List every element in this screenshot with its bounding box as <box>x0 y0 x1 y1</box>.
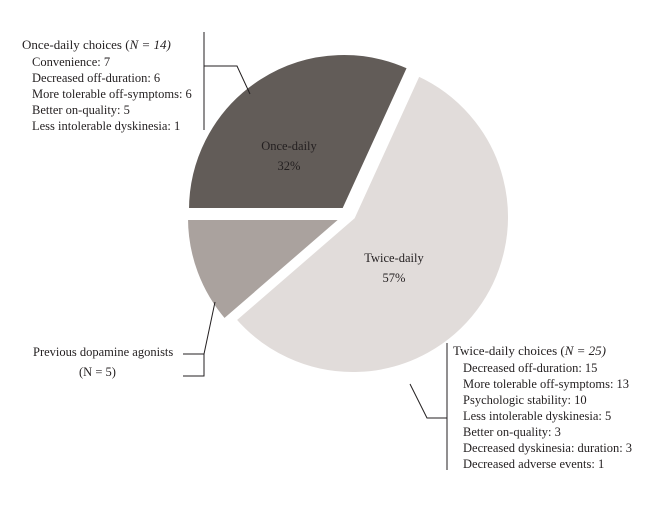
bracket-previous <box>183 354 204 376</box>
once-daily-reason: Less intolerable dyskinesia: 1 <box>32 119 181 133</box>
twice-daily-reason: Decreased dyskinesia: duration: 3 <box>463 441 633 455</box>
once-daily-reason: Decreased off-duration: 6 <box>32 71 161 85</box>
twice-daily-reason: Less intolerable dyskinesia: 5 <box>463 409 612 423</box>
once-daily-reason: Convenience: 7 <box>32 55 111 69</box>
previous-agonists-n: (N = 5) <box>79 365 116 379</box>
twice-daily-choices-title: Twice-daily choices (N = 25) <box>453 343 606 358</box>
once-daily-reason: Better on-quality: 5 <box>32 103 130 117</box>
leader-line-twice-daily <box>410 384 447 418</box>
twice-daily-reason: Decreased adverse events: 1 <box>463 457 605 471</box>
twice-daily-reason: Better on-quality: 3 <box>463 425 561 439</box>
once-daily-choices-title: Once-daily choices (N = 14) <box>22 37 171 52</box>
slice-percent-once-daily: 32% <box>277 159 301 173</box>
twice-daily-reason: Psychologic stability: 10 <box>463 393 587 407</box>
twice-daily-reason: Decreased off-duration: 15 <box>463 361 598 375</box>
slice-percent-twice-daily: 57% <box>382 271 406 285</box>
twice-daily-reason: More tolerable off-symptoms: 13 <box>463 377 630 391</box>
slice-label-twice-daily: Twice-daily <box>364 251 424 265</box>
once-daily-reason: More tolerable off-symptoms: 6 <box>32 87 192 101</box>
slice-label-once-daily: Once-daily <box>261 139 317 153</box>
previous-agonists-label: Previous dopamine agonists <box>33 345 174 359</box>
leader-line-previous <box>204 302 215 354</box>
